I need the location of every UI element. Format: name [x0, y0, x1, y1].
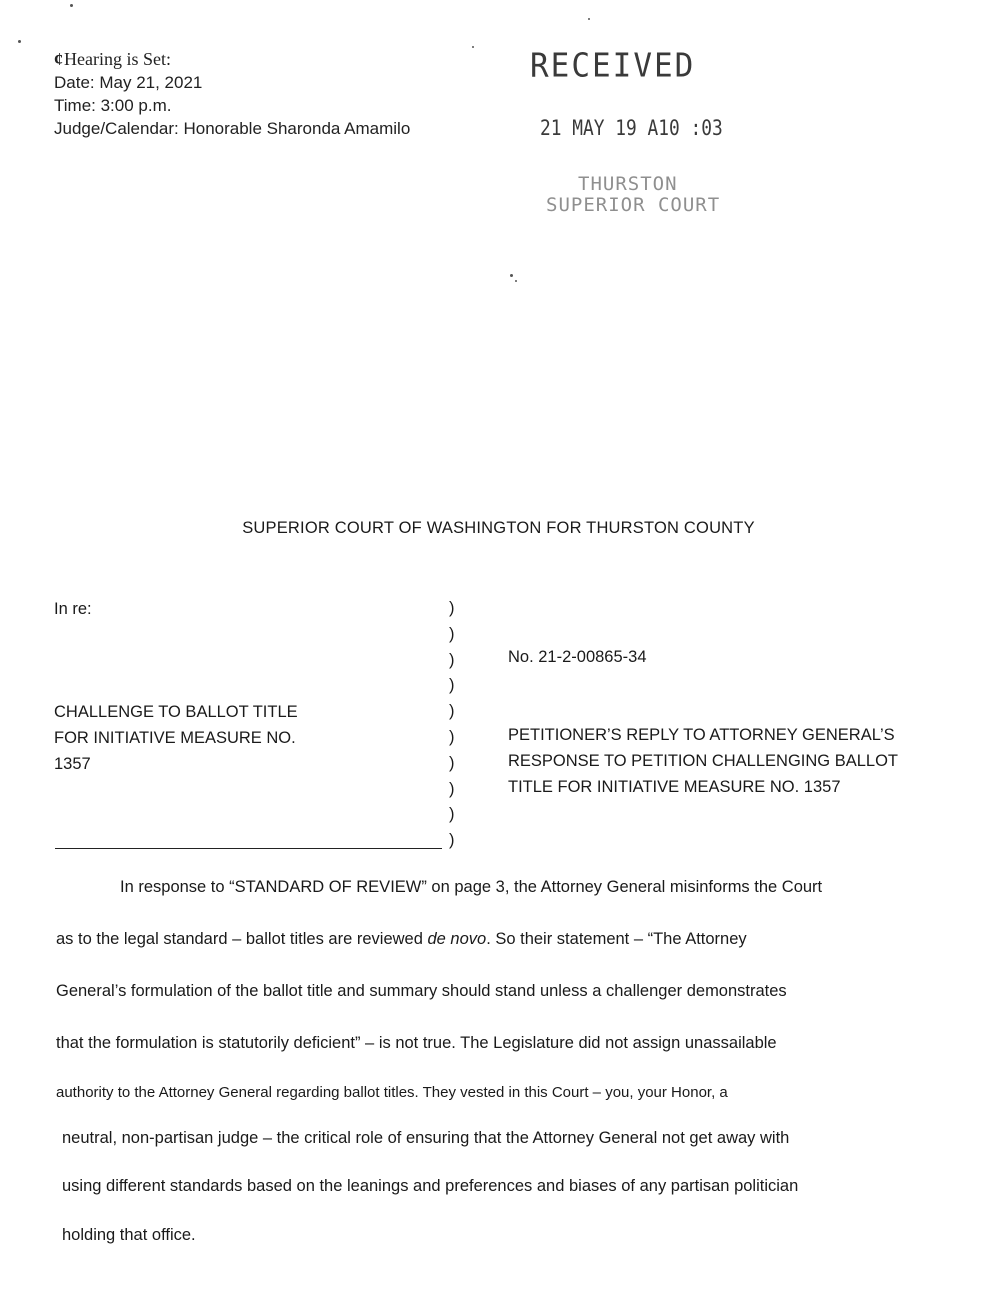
body-line: using different standards based on the leanings and preferences and biases of any partisan politician: [62, 1177, 799, 1195]
caption-paren: ): [449, 702, 455, 721]
body-line: [56, 930, 747, 949]
document-title: [508, 722, 898, 800]
caption-paren: ): [449, 676, 455, 695]
caption-paren: ): [449, 599, 455, 617]
body-line: authority to the Attorney General regarding ballot titles. They vested in this Court – you, your Honor, a: [56, 1084, 728, 1101]
received-stamp: [530, 47, 760, 216]
body-line: neutral, non-partisan judge – the critical role of ensuring that the Attorney General not get away with: [62, 1129, 790, 1147]
caption-paren: ): [449, 753, 455, 772]
body-line: that the formulation is statutorily deficient” – is not true. The Legislature did not assign unassailable: [56, 1034, 777, 1052]
court-heading: SUPERIOR COURT OF WASHINGTON FOR THURSTON COUNTY: [242, 519, 755, 537]
hearing-info: [54, 48, 410, 140]
hearing-date: Date: May 21, 2021: [54, 73, 203, 92]
document-title-line: RESPONSE TO PETITION CHALLENGING BALLOT: [508, 752, 898, 770]
case-caption: [54, 699, 298, 777]
caption-rule: [55, 848, 442, 849]
body-text: . So their statement – “The Attorney: [486, 930, 747, 948]
body-text: as to the legal standard – ballot titles are reviewed: [56, 930, 428, 948]
hearing-judge: Judge/Calendar: Honorable Sharonda Amamilo: [54, 119, 411, 138]
stamp-date: 21 MAY 19 A10 :03: [540, 116, 723, 140]
scan-speck: [515, 280, 517, 282]
scan-speck: [510, 274, 513, 277]
scan-speck: [588, 18, 590, 20]
hearing-time: Time: 3:00 p.m.: [54, 96, 172, 115]
caption-paren: ): [449, 831, 455, 850]
scan-speck: [18, 40, 21, 43]
hearing-heading-line: [54, 48, 410, 71]
caption-line: FOR INITIATIVE MEASURE NO.: [54, 729, 296, 747]
body-line: In response to “STANDARD OF REVIEW” on page 3, the Attorney General misinforms the Court: [120, 878, 823, 896]
hearing-heading: Hearing is Set:: [64, 49, 171, 69]
document-title-line: PETITIONER’S REPLY TO ATTORNEY GENERAL’S: [508, 726, 895, 744]
caption-paren: ): [449, 624, 455, 643]
caption-paren: ): [449, 805, 455, 824]
stamp-received: RECEIVED: [530, 47, 696, 85]
stamp-court-line1: THURSTON: [578, 173, 678, 195]
scan-speck: [472, 46, 474, 48]
in-re-label: In re:: [54, 600, 92, 618]
document-title-line: TITLE FOR INITIATIVE MEASURE NO. 1357: [508, 778, 841, 796]
case-number: No. 21-2-00865-34: [508, 648, 647, 666]
handwritten-mark: ¢: [54, 49, 63, 69]
caption-paren: ): [449, 779, 455, 798]
stamp-court-line2: SUPERIOR COURT: [546, 194, 721, 216]
caption-paren: ): [449, 650, 455, 669]
body-line: General’s formulation of the ballot title and summary should stand unless a challenger demonstrates: [56, 982, 787, 1000]
body-line: holding that office.: [62, 1226, 196, 1244]
caption-paren: ): [449, 727, 455, 746]
caption-line: CHALLENGE TO BALLOT TITLE: [54, 703, 298, 721]
scan-speck: [70, 4, 73, 7]
caption-line: 1357: [54, 755, 91, 773]
caption-parentheses: [449, 596, 455, 854]
body-emphasis: de novo: [427, 930, 487, 948]
